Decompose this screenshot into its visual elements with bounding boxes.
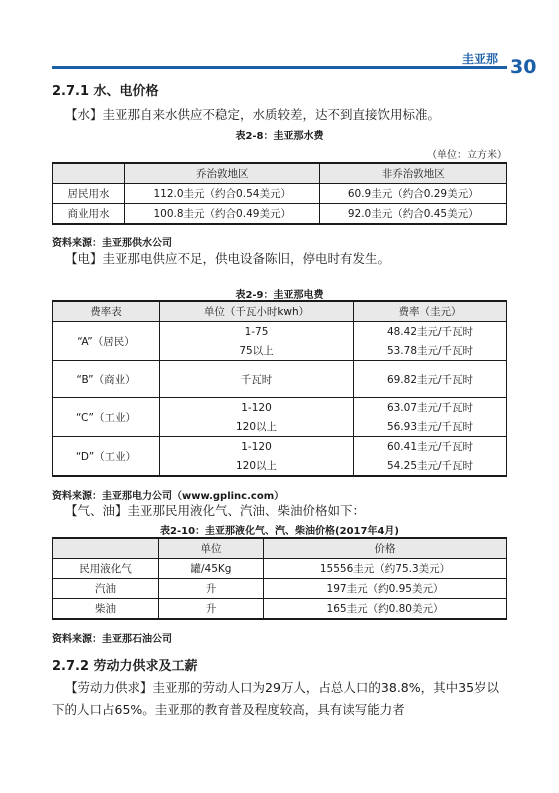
gas-intro: 【气、油】圭亚那民用液化气、汽油、柴油价格如下： <box>65 503 366 518</box>
gas-table <box>52 537 507 620</box>
table-cell: 48.42圭元/千瓦时 <box>354 322 507 342</box>
row-label: 民用液化气 <box>53 559 159 579</box>
table-cell: 120以上 <box>160 417 354 437</box>
header-title: 圭亚那 <box>462 52 499 66</box>
gas-source: 资料来源：圭亚那石油公司 <box>52 634 172 645</box>
electricity-table-caption: 表2-9：圭亚那电费 <box>235 290 324 301</box>
electricity-source: 资料来源：圭亚那电力公司（www.gplinc.com） <box>52 491 285 502</box>
row-label: 汽油 <box>53 579 159 599</box>
page-number: 30 <box>510 56 537 78</box>
labor-paragraph: 【劳动力供求】圭亚那的劳动人口为29万人，占总人口的38.8%，其中35岁以下的人口占65%。圭亚那的教育普及程度较高，具有读写能力者 <box>52 680 500 717</box>
water-table-unit: （单位：立方米） <box>427 150 507 161</box>
row-label: 柴油 <box>53 599 159 620</box>
table-cell: 92.0圭元（约合0.45美元） <box>320 204 507 225</box>
table-row <box>53 301 507 322</box>
section-title: 2.7.2 劳动力供求及工薪 <box>52 659 198 674</box>
gas-table-caption: 表2-10：圭亚那液化气、汽、柴油价格(2017年4月) <box>160 526 399 537</box>
table-cell: 15556圭元（约75.3美元） <box>264 559 507 579</box>
table-cell: 1-75 <box>160 322 354 342</box>
water-source: 资料来源：圭亚那供水公司 <box>52 238 172 249</box>
row-label: “C”（工业） <box>53 398 160 437</box>
row-label: “A”（居民） <box>53 322 160 361</box>
table-row <box>53 599 507 620</box>
table-row <box>53 204 507 225</box>
table-cell: 75以上 <box>160 341 354 361</box>
section-title: 2.7.1 水、电价格 <box>52 84 159 99</box>
table-cell: 112.0圭元（约合0.54美元） <box>125 184 320 204</box>
table-header: 单位 <box>159 538 264 559</box>
table-cell <box>53 538 159 559</box>
table-row <box>53 361 507 398</box>
table-cell: 100.8圭元（约合0.49美元） <box>125 204 320 225</box>
table-row <box>53 163 507 184</box>
table-cell: 千瓦时 <box>160 361 354 398</box>
water-table-caption: 表2-8：圭亚那水费 <box>235 131 324 142</box>
water-table <box>52 162 507 225</box>
table-row <box>53 559 507 579</box>
table-header: 费率（圭元） <box>354 301 507 322</box>
table-row <box>53 579 507 599</box>
table-header: 单位（千瓦小时kwh） <box>160 301 354 322</box>
table-cell: 56.93圭元/千瓦时 <box>354 417 507 437</box>
table-row <box>53 322 507 342</box>
table-cell: 60.41圭元/千瓦时 <box>354 437 507 457</box>
table-cell: 63.07圭元/千瓦时 <box>354 398 507 418</box>
row-label: “B”（商业） <box>53 361 160 398</box>
table-cell: 罐/45Kg <box>159 559 264 579</box>
table-cell: 1-120 <box>160 398 354 418</box>
row-label: 商业用水 <box>53 204 125 225</box>
table-cell: 1-120 <box>160 437 354 457</box>
electricity-intro: 【电】圭亚那电供应不足，供电设备陈旧，停电时有发生。 <box>65 251 391 266</box>
table-cell: 120以上 <box>160 456 354 476</box>
table-cell: 197圭元（约0.95美元） <box>264 579 507 599</box>
table-cell: 165圭元（约0.80美元） <box>264 599 507 620</box>
table-cell: 54.25圭元/千瓦时 <box>354 456 507 476</box>
table-cell: 60.9圭元（约合0.29美元） <box>320 184 507 204</box>
table-header: 乔治敦地区 <box>125 163 320 184</box>
table-cell: 升 <box>159 579 264 599</box>
table-row <box>53 538 507 559</box>
electricity-table <box>52 300 507 477</box>
water-intro: 【水】圭亚那自来水供应不稳定，水质较差，达不到直接饮用标准。 <box>65 107 441 122</box>
row-label: “D”（工业） <box>53 437 160 477</box>
table-header: 费率表 <box>53 301 160 322</box>
table-cell: 53.78圭元/千瓦时 <box>354 341 507 361</box>
row-label: 居民用水 <box>53 184 125 204</box>
table-row <box>53 184 507 204</box>
table-header: 价格 <box>264 538 507 559</box>
table-row <box>53 437 507 457</box>
table-cell: 69.82圭元/千瓦时 <box>354 361 507 398</box>
table-cell: 升 <box>159 599 264 620</box>
header-rule <box>52 66 507 69</box>
table-header: 非乔治敦地区 <box>320 163 507 184</box>
table-cell <box>53 163 125 184</box>
table-row <box>53 398 507 418</box>
